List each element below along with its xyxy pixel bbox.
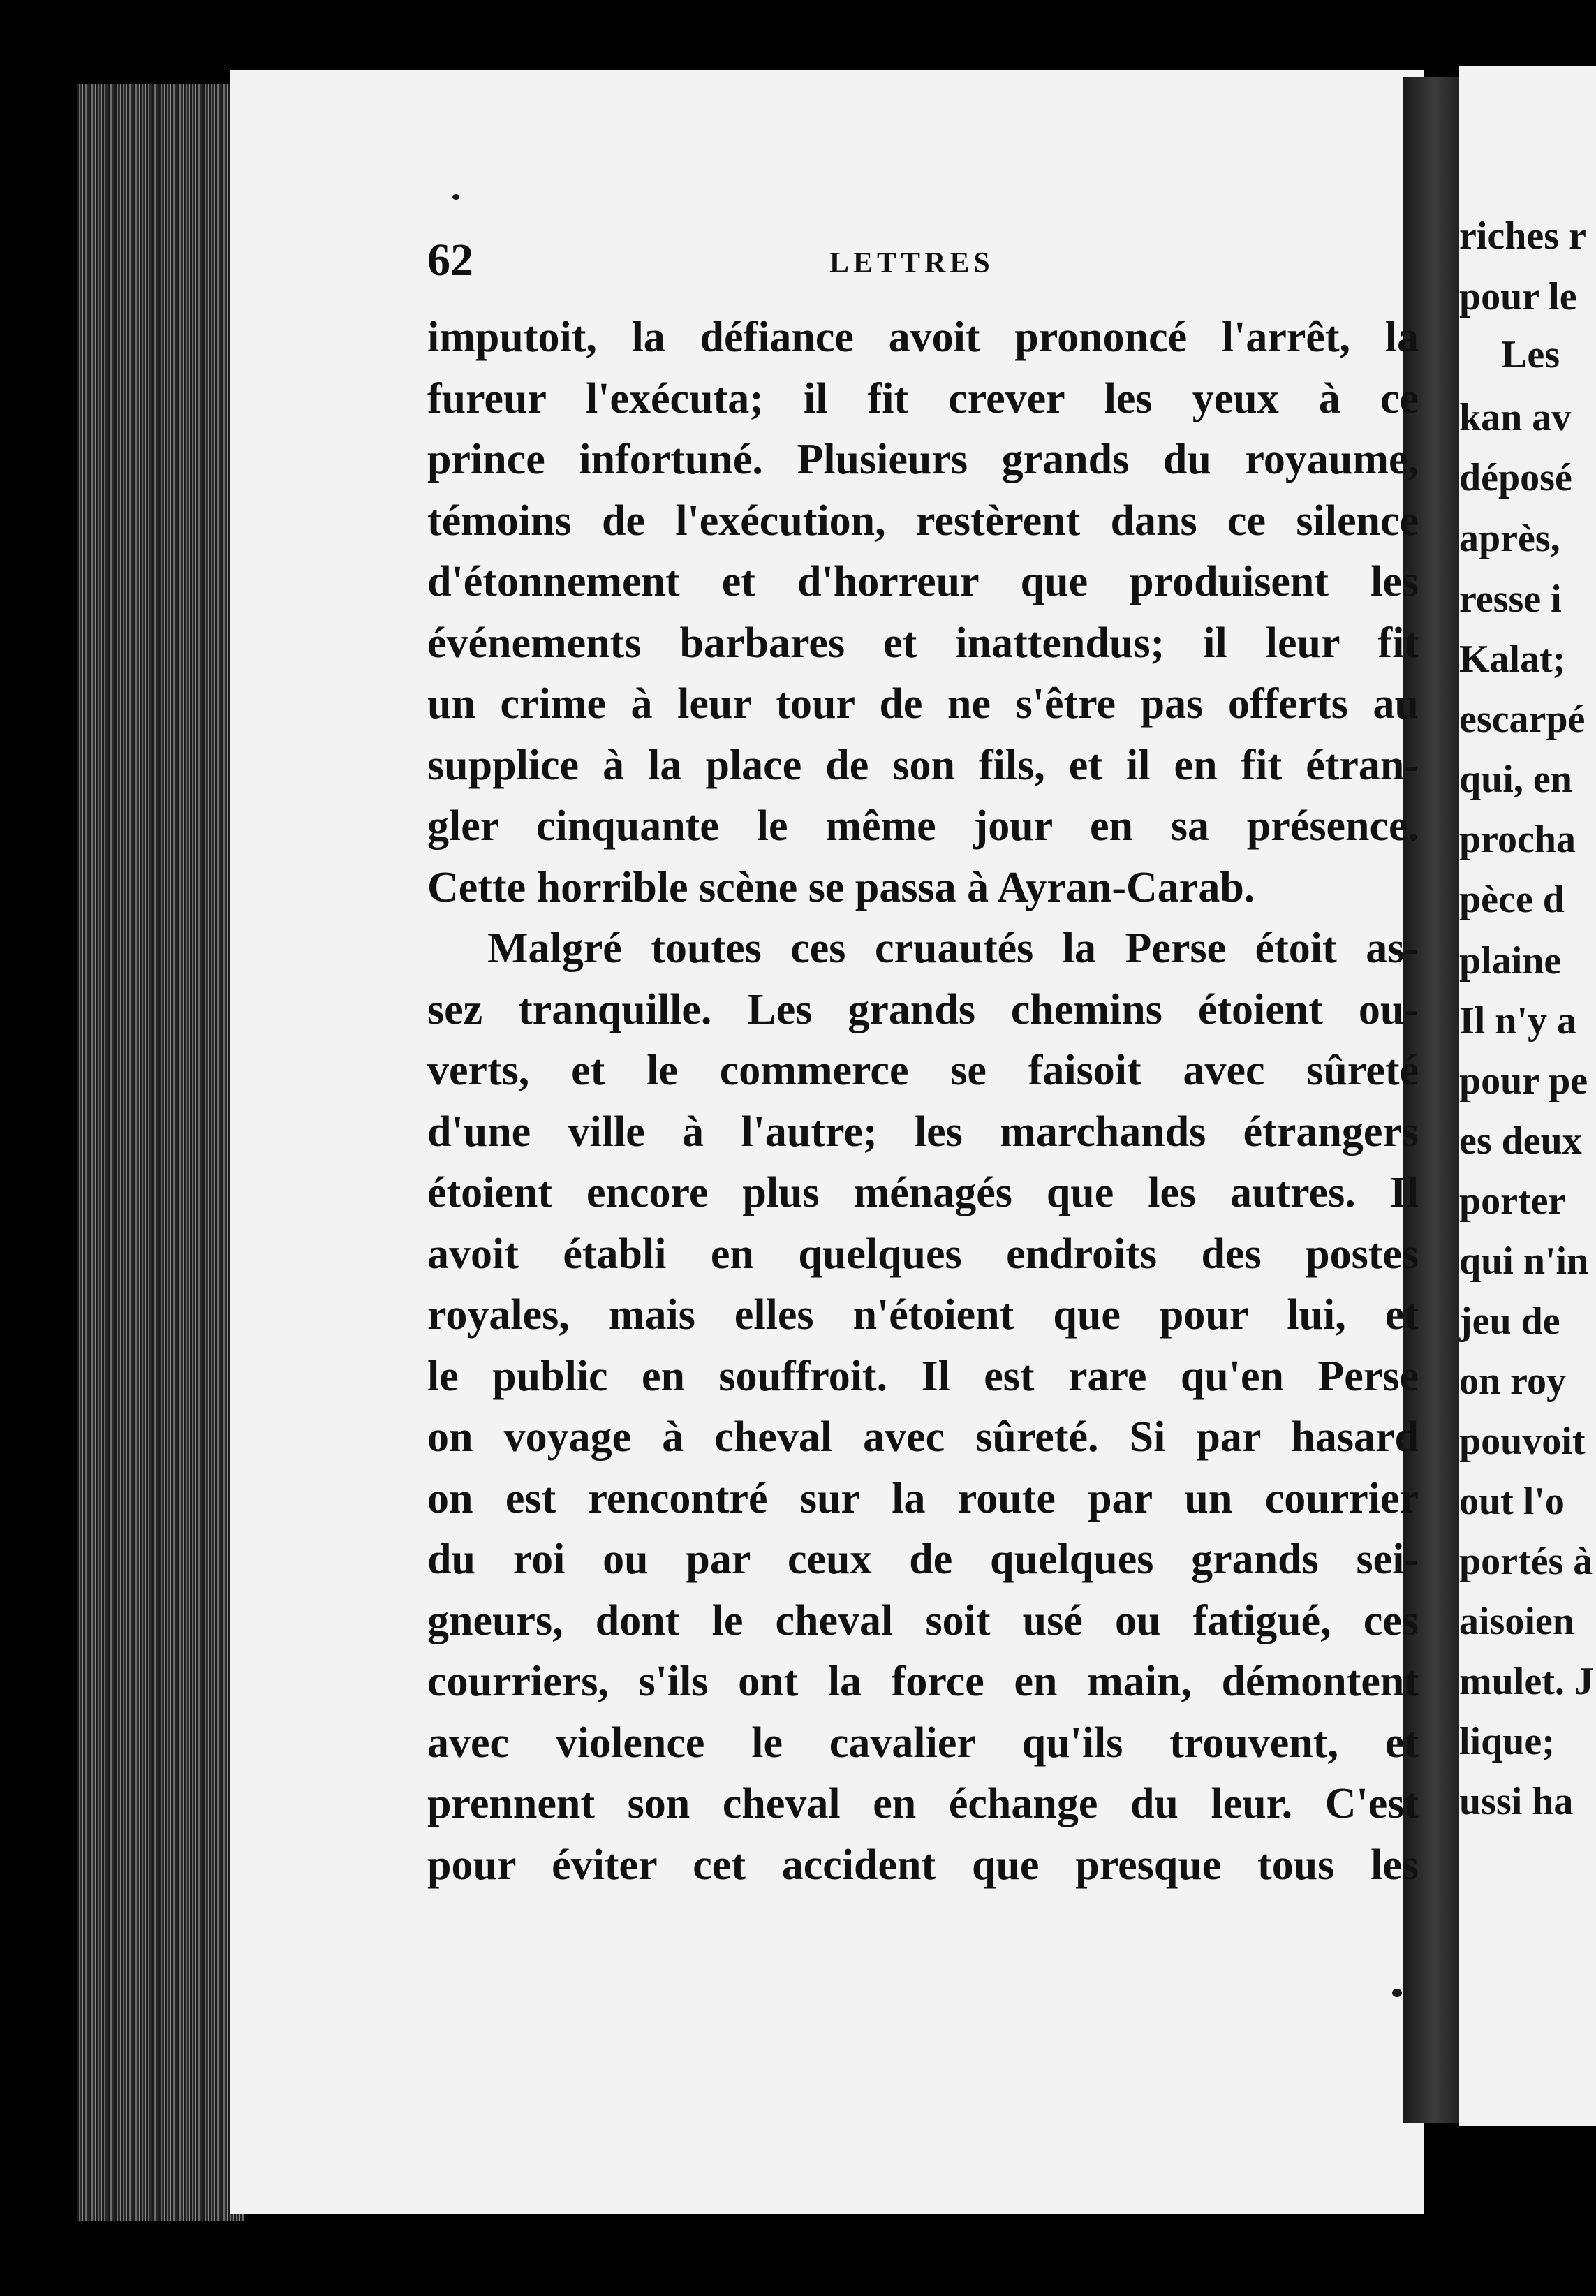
facing-page-line: portés à [1459,1540,1593,1583]
facing-page-line: Les [1501,333,1560,376]
text-line: prennent son cheval en échange du leur. C'est [427,1780,1419,1827]
facing-page-line: procha [1459,818,1576,861]
facing-page-line: resse i [1459,577,1562,621]
text-line: un crime à leur tour de ne s'être pas offerts au [427,680,1419,728]
facing-page-line: déposé [1459,456,1572,499]
ink-speck [1392,1989,1402,1997]
text-line: gler cinquante le même jour en sa présence. [427,802,1419,850]
text-line: on voyage à cheval avec sûreté. Si par hasard [427,1413,1419,1461]
text-line: sez tranquille. Les grands chemins étoient ou- [427,985,1419,1033]
facing-page-line: aisoien [1459,1600,1574,1643]
facing-page-line: es deux [1459,1119,1582,1163]
text-line: témoins de l'exécution, restèrent dans ce silence [427,496,1419,545]
text-line: Malgré toutes ces cruautés la Perse étoit as- [487,925,1419,972]
facing-page-line: qui n'in [1459,1239,1589,1283]
facing-page-line: out l'o [1459,1480,1565,1523]
facing-page-line: pouvoit [1459,1420,1586,1463]
text-line: du roi ou par ceux de quelques grands sei- [427,1536,1419,1583]
facing-page-line: qui, en [1459,758,1572,801]
page-edges [77,84,244,2221]
facing-page-line: ussi ha [1459,1780,1574,1823]
ink-speck [452,194,459,200]
text-line: d'étonnement et d'horreur que produisent les [427,558,1419,605]
facing-page-line: kan av [1459,396,1572,439]
text-line: avoit établi en quelques endroits des postes [427,1230,1419,1278]
facing-page-line: mulet. J [1459,1660,1594,1703]
facing-page-line: jeu de [1459,1300,1560,1343]
body-text [427,307,1419,1896]
text-line: le public en souffroit. Il est rare qu'en Perse [427,1352,1419,1400]
text-line: d'une ville à l'autre; les marchands étrangers [427,1107,1419,1156]
facing-page-line: après, [1459,517,1560,560]
facing-page-line: on roy [1459,1360,1566,1403]
page-number: 62 [427,235,473,286]
facing-page-line: lique; [1459,1720,1555,1763]
facing-page-line: Il n'y a [1459,999,1577,1043]
facing-page-line: escarpé [1459,698,1586,741]
facing-page-line: plaine [1459,939,1562,983]
text-line: gneurs, dont le cheval soit usé ou fatigué, ces [427,1596,1419,1644]
facing-page-line: riches r [1459,214,1586,258]
text-line: fureur l'exécuta; il fit crever les yeux à ce [427,374,1419,422]
facing-page-line: porter [1459,1179,1566,1223]
text-line: on est rencontré sur la route par un courrier [427,1474,1419,1522]
running-head: LETTRES [829,247,994,279]
text-line: Cette horrible scène se passa à Ayran-Carab. [427,863,1255,911]
text-line: imputoit, la défiance avoit prononcé l'arrêt, la [427,314,1419,361]
facing-page [1459,66,1596,2126]
text-line: prince infortuné. Plusieurs grands du royaume, [427,436,1419,483]
facing-page-line: Kalat; [1459,638,1566,681]
text-line: avec violence le cavalier qu'ils trouvent, et [427,1719,1419,1767]
text-line: supplice à la place de son fils, et il en fit étran- [427,741,1419,789]
text-line: royales, mais elles n'étoient que pour lui, et [427,1291,1419,1339]
facing-page-line: pour le [1459,275,1577,318]
text-line: verts, et le commerce se faisoit avec sûreté [427,1047,1419,1094]
facing-page-line: pèce d [1459,878,1565,921]
text-line: événements barbares et inattendus; il leur fit [427,619,1419,667]
text-line: pour éviter cet accident que presque tous les [427,1841,1419,1889]
text-line: étoient encore plus ménagés que les autres. Il [427,1169,1419,1216]
text-line: courriers, s'ils ont la force en main, démontent [427,1658,1419,1705]
facing-page-line: pour pe [1459,1059,1588,1103]
